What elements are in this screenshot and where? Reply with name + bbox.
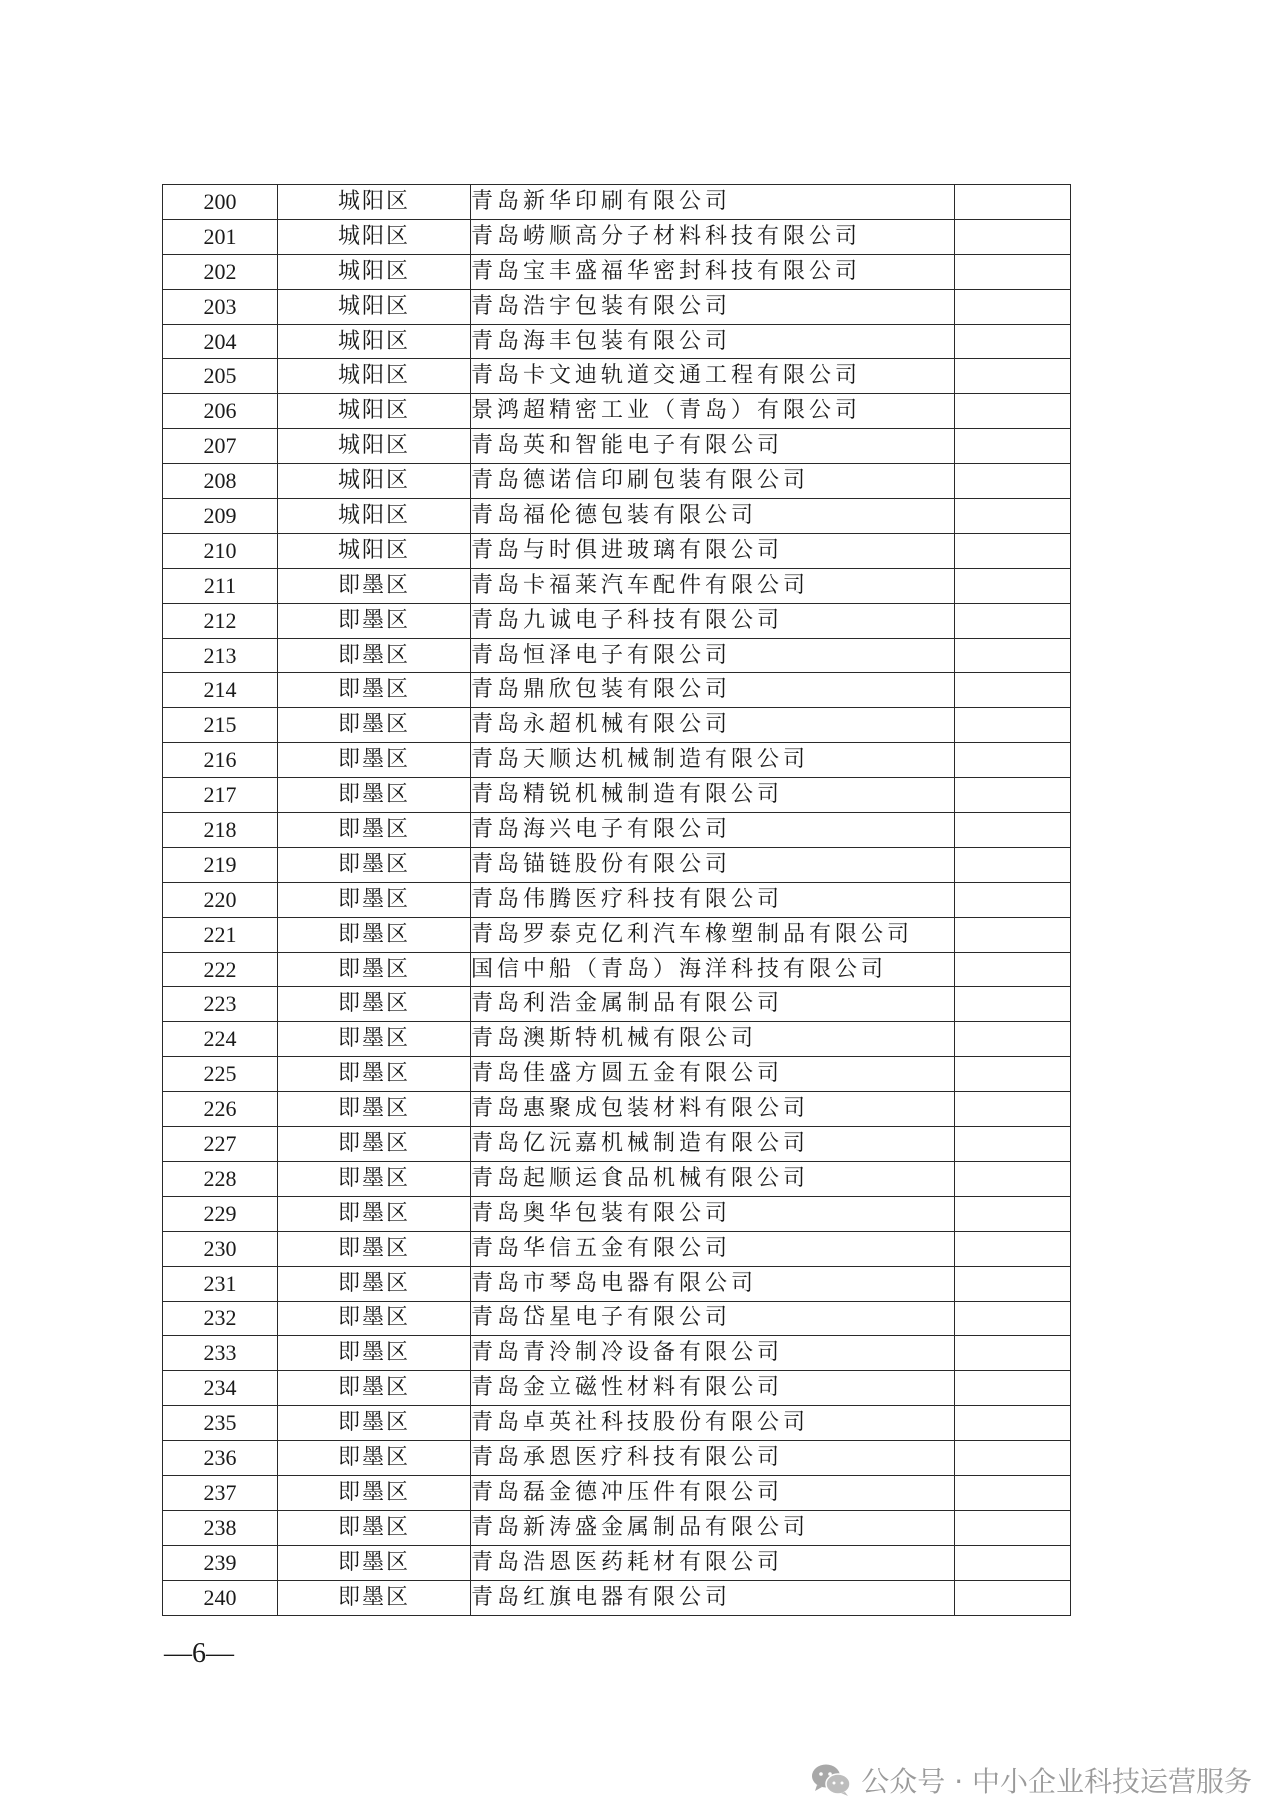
company-name-cell: 青岛海兴电子有限公司 bbox=[471, 813, 955, 848]
row-number: 213 bbox=[163, 638, 278, 673]
remark-cell bbox=[955, 1336, 1071, 1371]
row-number: 224 bbox=[163, 1022, 278, 1057]
remark-cell bbox=[955, 673, 1071, 708]
table-row bbox=[163, 359, 1071, 394]
row-number: 208 bbox=[163, 464, 278, 499]
table-row bbox=[163, 1371, 1071, 1406]
district-cell: 即墨区 bbox=[278, 917, 471, 952]
row-number: 211 bbox=[163, 568, 278, 603]
remark-cell bbox=[955, 778, 1071, 813]
company-name-cell: 青岛承恩医疗科技有限公司 bbox=[471, 1441, 955, 1476]
remark-cell bbox=[955, 638, 1071, 673]
remark-cell bbox=[955, 289, 1071, 324]
row-number: 223 bbox=[163, 987, 278, 1022]
table-row bbox=[163, 847, 1071, 882]
table-row bbox=[163, 1441, 1071, 1476]
company-name-cell: 青岛浩恩医药耗材有限公司 bbox=[471, 1545, 955, 1580]
district-cell: 即墨区 bbox=[278, 673, 471, 708]
district-cell: 城阳区 bbox=[278, 394, 471, 429]
company-name-cell: 青岛奥华包装有限公司 bbox=[471, 1196, 955, 1231]
district-cell: 即墨区 bbox=[278, 1161, 471, 1196]
row-number: 209 bbox=[163, 499, 278, 534]
district-cell: 即墨区 bbox=[278, 1545, 471, 1580]
district-cell: 即墨区 bbox=[278, 708, 471, 743]
district-cell: 即墨区 bbox=[278, 1406, 471, 1441]
table-row bbox=[163, 1092, 1071, 1127]
company-name-cell: 青岛福伦德包装有限公司 bbox=[471, 499, 955, 534]
district-cell: 即墨区 bbox=[278, 1301, 471, 1336]
district-cell: 城阳区 bbox=[278, 359, 471, 394]
remark-cell bbox=[955, 1580, 1071, 1615]
row-number: 212 bbox=[163, 603, 278, 638]
table-row bbox=[163, 185, 1071, 220]
company-name-cell: 青岛恒泽电子有限公司 bbox=[471, 638, 955, 673]
company-name-cell: 青岛精锐机械制造有限公司 bbox=[471, 778, 955, 813]
row-number: 203 bbox=[163, 289, 278, 324]
company-name-cell: 青岛金立磁性材料有限公司 bbox=[471, 1371, 955, 1406]
district-cell: 即墨区 bbox=[278, 638, 471, 673]
table-row bbox=[163, 1231, 1071, 1266]
remark-cell bbox=[955, 1231, 1071, 1266]
district-cell: 城阳区 bbox=[278, 185, 471, 220]
remark-cell bbox=[955, 1022, 1071, 1057]
remark-cell bbox=[955, 1475, 1071, 1510]
company-name-cell: 青岛九诚电子科技有限公司 bbox=[471, 603, 955, 638]
remark-cell bbox=[955, 185, 1071, 220]
row-number: 214 bbox=[163, 673, 278, 708]
company-name-cell: 青岛德诺信印刷包装有限公司 bbox=[471, 464, 955, 499]
table-row bbox=[163, 1196, 1071, 1231]
row-number: 210 bbox=[163, 533, 278, 568]
row-number: 235 bbox=[163, 1406, 278, 1441]
remark-cell bbox=[955, 254, 1071, 289]
remark-cell bbox=[955, 1266, 1071, 1301]
table-row bbox=[163, 464, 1071, 499]
row-number: 221 bbox=[163, 917, 278, 952]
remark-cell bbox=[955, 1127, 1071, 1162]
remark-cell bbox=[955, 464, 1071, 499]
table-row bbox=[163, 1266, 1071, 1301]
remark-cell bbox=[955, 568, 1071, 603]
district-cell: 即墨区 bbox=[278, 1092, 471, 1127]
remark-cell bbox=[955, 708, 1071, 743]
remark-cell bbox=[955, 219, 1071, 254]
district-cell: 即墨区 bbox=[278, 1336, 471, 1371]
table-row bbox=[163, 708, 1071, 743]
district-cell: 即墨区 bbox=[278, 603, 471, 638]
remark-cell bbox=[955, 1441, 1071, 1476]
remark-cell bbox=[955, 813, 1071, 848]
table-row bbox=[163, 743, 1071, 778]
district-cell: 即墨区 bbox=[278, 1022, 471, 1057]
wechat-icon bbox=[811, 1763, 851, 1797]
watermark-text: 公众号 · 中小企业科技运营服务 bbox=[861, 1765, 1252, 1798]
company-name-cell: 青岛市琴岛电器有限公司 bbox=[471, 1266, 955, 1301]
table-row bbox=[163, 1510, 1071, 1545]
row-number: 216 bbox=[163, 743, 278, 778]
table-row bbox=[163, 1406, 1071, 1441]
district-cell: 即墨区 bbox=[278, 743, 471, 778]
district-cell: 即墨区 bbox=[278, 987, 471, 1022]
company-name-cell: 青岛岱星电子有限公司 bbox=[471, 1301, 955, 1336]
company-name-cell: 青岛宝丰盛福华密封科技有限公司 bbox=[471, 254, 955, 289]
district-cell: 城阳区 bbox=[278, 254, 471, 289]
remark-cell bbox=[955, 882, 1071, 917]
row-number: 236 bbox=[163, 1441, 278, 1476]
row-number: 218 bbox=[163, 813, 278, 848]
company-name-cell: 青岛浩宇包装有限公司 bbox=[471, 289, 955, 324]
row-number: 204 bbox=[163, 324, 278, 359]
company-name-cell: 青岛红旗电器有限公司 bbox=[471, 1580, 955, 1615]
row-number: 231 bbox=[163, 1266, 278, 1301]
district-cell: 即墨区 bbox=[278, 1127, 471, 1162]
remark-cell bbox=[955, 1092, 1071, 1127]
district-cell: 即墨区 bbox=[278, 847, 471, 882]
table-row bbox=[163, 778, 1071, 813]
row-number: 201 bbox=[163, 219, 278, 254]
row-number: 202 bbox=[163, 254, 278, 289]
row-number: 226 bbox=[163, 1092, 278, 1127]
remark-cell bbox=[955, 603, 1071, 638]
row-number: 239 bbox=[163, 1545, 278, 1580]
district-cell: 即墨区 bbox=[278, 1441, 471, 1476]
company-name-cell: 青岛崂顺高分子材料科技有限公司 bbox=[471, 219, 955, 254]
district-cell: 即墨区 bbox=[278, 813, 471, 848]
row-number: 225 bbox=[163, 1057, 278, 1092]
row-number: 207 bbox=[163, 429, 278, 464]
row-number: 238 bbox=[163, 1510, 278, 1545]
district-cell: 城阳区 bbox=[278, 289, 471, 324]
remark-cell bbox=[955, 917, 1071, 952]
table-row bbox=[163, 219, 1071, 254]
table-row bbox=[163, 499, 1071, 534]
table-row bbox=[163, 324, 1071, 359]
district-cell: 即墨区 bbox=[278, 882, 471, 917]
district-cell: 即墨区 bbox=[278, 1196, 471, 1231]
row-number: 230 bbox=[163, 1231, 278, 1266]
table-row bbox=[163, 813, 1071, 848]
remark-cell bbox=[955, 394, 1071, 429]
remark-cell bbox=[955, 1545, 1071, 1580]
district-cell: 城阳区 bbox=[278, 464, 471, 499]
row-number: 227 bbox=[163, 1127, 278, 1162]
district-cell: 即墨区 bbox=[278, 1510, 471, 1545]
table-row bbox=[163, 289, 1071, 324]
remark-cell bbox=[955, 324, 1071, 359]
company-name-cell: 青岛起顺运食品机械有限公司 bbox=[471, 1161, 955, 1196]
district-cell: 即墨区 bbox=[278, 1231, 471, 1266]
table-row bbox=[163, 254, 1071, 289]
district-cell: 即墨区 bbox=[278, 1266, 471, 1301]
row-number: 217 bbox=[163, 778, 278, 813]
company-name-cell: 青岛新涛盛金属制品有限公司 bbox=[471, 1510, 955, 1545]
watermark bbox=[811, 1762, 1252, 1798]
row-number: 205 bbox=[163, 359, 278, 394]
table-row bbox=[163, 1127, 1071, 1162]
district-cell: 城阳区 bbox=[278, 219, 471, 254]
company-name-cell: 青岛澳斯特机械有限公司 bbox=[471, 1022, 955, 1057]
row-number: 228 bbox=[163, 1161, 278, 1196]
district-cell: 即墨区 bbox=[278, 778, 471, 813]
remark-cell bbox=[955, 1510, 1071, 1545]
company-name-cell: 青岛卡文迪轨道交通工程有限公司 bbox=[471, 359, 955, 394]
district-cell: 城阳区 bbox=[278, 499, 471, 534]
table-row bbox=[163, 1022, 1071, 1057]
company-name-cell: 青岛天顺达机械制造有限公司 bbox=[471, 743, 955, 778]
table-row bbox=[163, 987, 1071, 1022]
row-number: 229 bbox=[163, 1196, 278, 1231]
remark-cell bbox=[955, 429, 1071, 464]
remark-cell bbox=[955, 1057, 1071, 1092]
table-row bbox=[163, 1580, 1071, 1615]
row-number: 222 bbox=[163, 952, 278, 987]
row-number: 233 bbox=[163, 1336, 278, 1371]
company-list-body bbox=[163, 185, 1071, 1616]
company-name-cell: 青岛华信五金有限公司 bbox=[471, 1231, 955, 1266]
table-row bbox=[163, 1301, 1071, 1336]
district-cell: 即墨区 bbox=[278, 1580, 471, 1615]
remark-cell bbox=[955, 1371, 1071, 1406]
company-name-cell: 青岛永超机械有限公司 bbox=[471, 708, 955, 743]
company-name-cell: 青岛青泠制冷设备有限公司 bbox=[471, 1336, 955, 1371]
district-cell: 即墨区 bbox=[278, 1371, 471, 1406]
district-cell: 城阳区 bbox=[278, 429, 471, 464]
company-name-cell: 青岛亿沅嘉机械制造有限公司 bbox=[471, 1127, 955, 1162]
row-number: 240 bbox=[163, 1580, 278, 1615]
district-cell: 城阳区 bbox=[278, 533, 471, 568]
company-name-cell: 青岛英和智能电子有限公司 bbox=[471, 429, 955, 464]
district-cell: 即墨区 bbox=[278, 1057, 471, 1092]
remark-cell bbox=[955, 1406, 1071, 1441]
row-number: 200 bbox=[163, 185, 278, 220]
table-row bbox=[163, 952, 1071, 987]
remark-cell bbox=[955, 359, 1071, 394]
company-list-table bbox=[162, 184, 1071, 1616]
remark-cell bbox=[955, 743, 1071, 778]
company-name-cell: 青岛海丰包装有限公司 bbox=[471, 324, 955, 359]
company-name-cell: 国信中船（青岛）海洋科技有限公司 bbox=[471, 952, 955, 987]
table-row bbox=[163, 1336, 1071, 1371]
table-row bbox=[163, 1475, 1071, 1510]
row-number: 232 bbox=[163, 1301, 278, 1336]
row-number: 206 bbox=[163, 394, 278, 429]
remark-cell bbox=[955, 1301, 1071, 1336]
company-name-cell: 景鸿超精密工业（青岛）有限公司 bbox=[471, 394, 955, 429]
table-row bbox=[163, 429, 1071, 464]
table-row bbox=[163, 673, 1071, 708]
row-number: 215 bbox=[163, 708, 278, 743]
company-name-cell: 青岛罗泰克亿利汽车橡塑制品有限公司 bbox=[471, 917, 955, 952]
company-name-cell: 青岛卓英社科技股份有限公司 bbox=[471, 1406, 955, 1441]
table-row bbox=[163, 1545, 1071, 1580]
table-row bbox=[163, 568, 1071, 603]
company-name-cell: 青岛磊金德冲压件有限公司 bbox=[471, 1475, 955, 1510]
company-name-cell: 青岛卡福莱汽车配件有限公司 bbox=[471, 568, 955, 603]
remark-cell bbox=[955, 499, 1071, 534]
table-row bbox=[163, 603, 1071, 638]
table-row bbox=[163, 882, 1071, 917]
table-row bbox=[163, 638, 1071, 673]
company-name-cell: 青岛利浩金属制品有限公司 bbox=[471, 987, 955, 1022]
table-row bbox=[163, 1161, 1071, 1196]
row-number: 220 bbox=[163, 882, 278, 917]
table-row bbox=[163, 533, 1071, 568]
company-name-cell: 青岛惠聚成包装材料有限公司 bbox=[471, 1092, 955, 1127]
remark-cell bbox=[955, 1196, 1071, 1231]
remark-cell bbox=[955, 952, 1071, 987]
district-cell: 城阳区 bbox=[278, 324, 471, 359]
remark-cell bbox=[955, 987, 1071, 1022]
table-row bbox=[163, 1057, 1071, 1092]
remark-cell bbox=[955, 847, 1071, 882]
company-name-cell: 青岛佳盛方圆五金有限公司 bbox=[471, 1057, 955, 1092]
company-name-cell: 青岛伟腾医疗科技有限公司 bbox=[471, 882, 955, 917]
company-name-cell: 青岛鼎欣包装有限公司 bbox=[471, 673, 955, 708]
row-number: 234 bbox=[163, 1371, 278, 1406]
company-name-cell: 青岛新华印刷有限公司 bbox=[471, 185, 955, 220]
row-number: 219 bbox=[163, 847, 278, 882]
district-cell: 即墨区 bbox=[278, 568, 471, 603]
row-number: 237 bbox=[163, 1475, 278, 1510]
table-row bbox=[163, 917, 1071, 952]
district-cell: 即墨区 bbox=[278, 952, 471, 987]
page-number: —6— bbox=[164, 1638, 234, 1669]
district-cell: 即墨区 bbox=[278, 1475, 471, 1510]
company-name-cell: 青岛与时俱进玻璃有限公司 bbox=[471, 533, 955, 568]
table-row bbox=[163, 394, 1071, 429]
company-name-cell: 青岛锚链股份有限公司 bbox=[471, 847, 955, 882]
remark-cell bbox=[955, 1161, 1071, 1196]
remark-cell bbox=[955, 533, 1071, 568]
